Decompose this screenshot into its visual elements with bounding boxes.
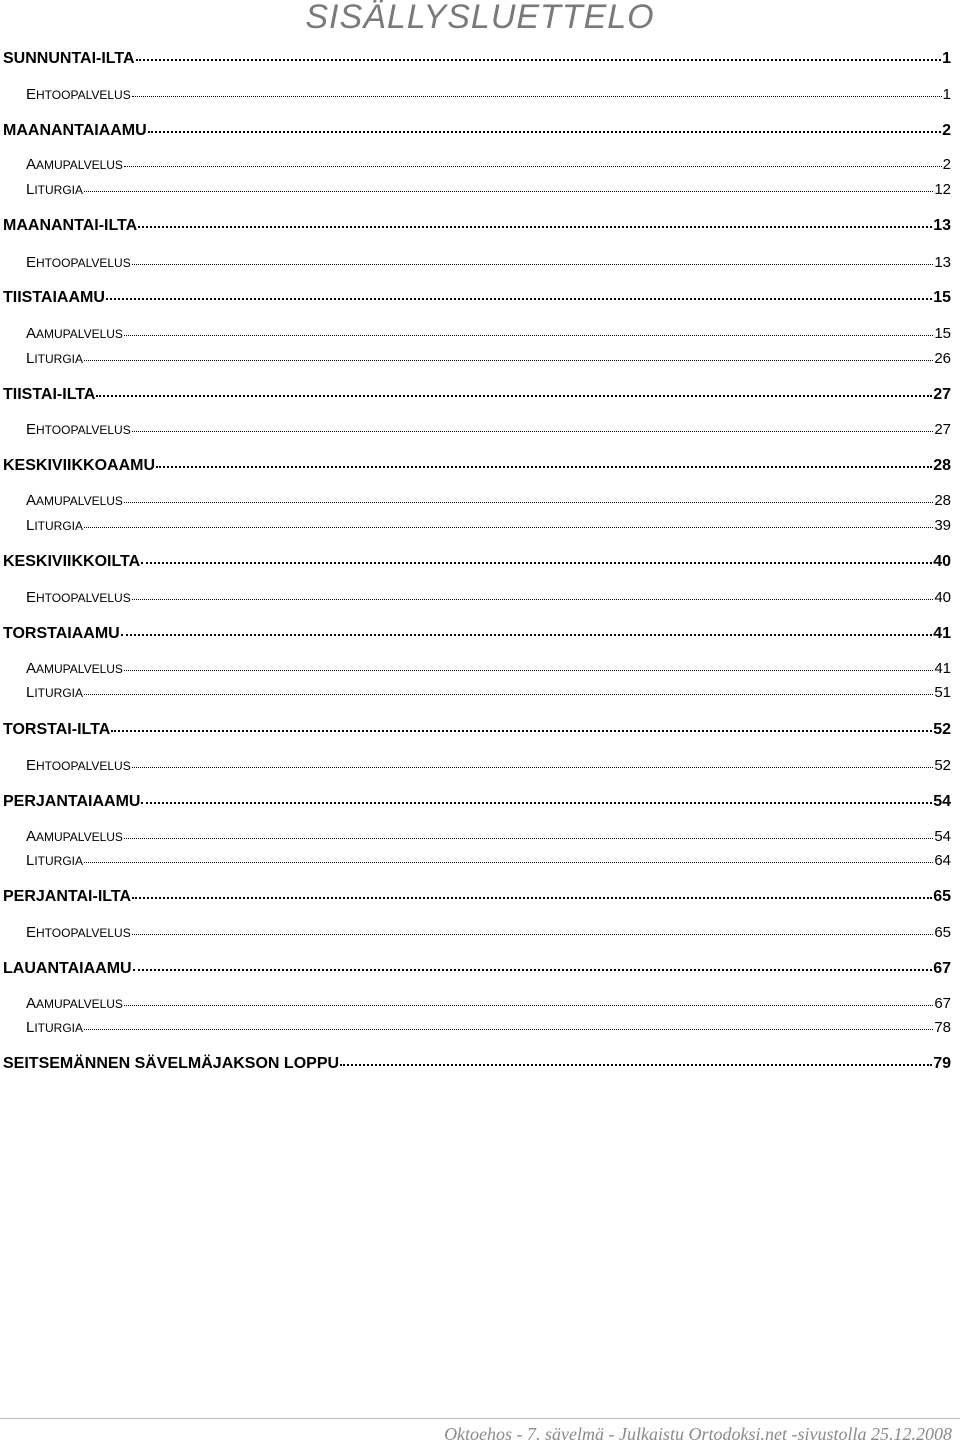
toc-page-number: 54	[934, 828, 951, 845]
toc-page-number: 40	[934, 589, 951, 606]
toc-leader-dots	[138, 225, 932, 228]
toc-leader-dots	[96, 394, 932, 397]
toc-page-number: 41	[933, 625, 951, 642]
toc-entry[interactable]	[0, 181, 951, 198]
toc-page-number: 52	[934, 757, 951, 774]
toc-page-number: 79	[933, 1055, 951, 1072]
toc-entry[interactable]	[0, 156, 951, 173]
toc-entry[interactable]	[0, 1055, 951, 1073]
toc-entry-label: EHTOOPALVELUS	[26, 421, 131, 438]
toc-entry[interactable]	[0, 721, 951, 739]
toc-page-number: 65	[934, 924, 951, 941]
toc-entry[interactable]	[0, 325, 951, 342]
toc-leader-dots	[124, 501, 933, 503]
toc-entry-label: AAMUPALVELUS	[26, 995, 123, 1012]
toc-entry-label: EHTOOPALVELUS	[26, 86, 131, 103]
toc-leader-dots	[84, 526, 933, 528]
toc-entry[interactable]	[0, 254, 951, 271]
toc-entry-label: LITURGIA	[26, 517, 84, 534]
toc-leader-dots	[132, 766, 934, 768]
toc-entry-label: MAANANTAIAAMU	[3, 122, 147, 139]
toc-page-number: 15	[933, 289, 951, 306]
toc-entry-label: AAMUPALVELUS	[26, 492, 123, 509]
toc-entry-label: PERJANTAI-ILTA	[3, 888, 131, 905]
toc-entry-label: EHTOOPALVELUS	[26, 589, 131, 606]
toc-entry[interactable]	[0, 50, 951, 68]
toc-entry-label: KESKIVIIKKOAAMU	[3, 457, 156, 474]
toc-page-number: 2	[942, 156, 951, 173]
toc-leader-dots	[132, 896, 932, 899]
toc-page-number: 26	[934, 350, 951, 367]
toc-page-number: 40	[933, 553, 951, 570]
toc-entry[interactable]	[0, 517, 951, 534]
toc-page-number: 65	[933, 888, 951, 905]
toc-leader-dots	[84, 359, 933, 361]
toc-entry[interactable]	[0, 960, 951, 978]
toc-entry[interactable]	[0, 660, 951, 677]
toc-entry[interactable]	[0, 924, 951, 941]
toc-entry[interactable]	[0, 684, 951, 701]
toc-page-number: 12	[934, 181, 951, 198]
toc-entry-label: AAMUPALVELUS	[26, 156, 123, 173]
toc-entry[interactable]	[0, 217, 951, 235]
toc-page-number: 13	[933, 217, 951, 234]
toc-entry[interactable]	[0, 86, 951, 103]
toc-leader-dots	[141, 561, 932, 564]
toc-page-number: 64	[934, 852, 951, 869]
toc-page-number: 15	[934, 325, 951, 342]
toc-entry[interactable]	[0, 386, 951, 404]
toc-entry[interactable]	[0, 589, 951, 606]
toc-page-number: 51	[934, 684, 951, 701]
toc-entry-label: LITURGIA	[26, 852, 84, 869]
toc-page-number: 67	[934, 995, 951, 1012]
toc-leader-dots	[136, 58, 942, 61]
toc-entry[interactable]	[0, 625, 951, 643]
toc-page-number: 28	[934, 492, 951, 509]
toc-leader-dots	[124, 165, 942, 167]
toc-entry[interactable]	[0, 852, 951, 869]
toc-leader-dots	[141, 801, 932, 804]
toc-entry-label: LITURGIA	[26, 350, 84, 367]
toc-leader-dots	[132, 598, 934, 600]
toc-entry[interactable]	[0, 995, 951, 1012]
toc-entry-label: LITURGIA	[26, 1019, 84, 1036]
toc-leader-dots	[111, 729, 932, 732]
toc-leader-dots	[124, 334, 933, 336]
toc-leader-dots	[340, 1063, 932, 1066]
toc-entry-label: TIISTAI-ILTA	[3, 386, 96, 403]
toc-leader-dots	[132, 430, 934, 432]
toc-entry[interactable]	[0, 492, 951, 509]
toc-entry[interactable]	[0, 828, 951, 845]
toc-leader-dots	[84, 861, 933, 863]
toc-entry-label: AAMUPALVELUS	[26, 660, 123, 677]
toc-entry[interactable]	[0, 421, 951, 438]
toc-page-number: 54	[933, 793, 951, 810]
toc-entry-label: MAANANTAI-ILTA	[3, 217, 138, 234]
page-footer: Oktoehos - 7. sävelmä - Julkaistu Ortodoksi.net -sivustolla 25.12.2008	[444, 1424, 952, 1444]
toc-entry-label: TIISTAIAAMU	[3, 289, 105, 306]
toc-entry-label: AAMUPALVELUS	[26, 828, 123, 845]
toc-leader-dots	[84, 1028, 933, 1030]
toc-leader-dots	[106, 297, 932, 300]
footer-divider	[0, 1418, 960, 1419]
toc-entry[interactable]	[0, 1019, 951, 1036]
toc-page-number: 1	[942, 50, 951, 67]
toc-entry-label: LITURGIA	[26, 684, 84, 701]
toc-entry-label: EHTOOPALVELUS	[26, 757, 131, 774]
toc-entry-label: SEITSEMÄNNEN SÄVELMÄJAKSON LOPPU	[3, 1055, 340, 1072]
toc-entry[interactable]	[0, 888, 951, 906]
toc-leader-dots	[84, 693, 933, 695]
toc-page-number: 2	[942, 122, 951, 139]
toc-page-number: 78	[934, 1019, 951, 1036]
toc-entry[interactable]	[0, 757, 951, 774]
page-title: SISÄLLYSLUETTELO	[305, 0, 655, 36]
toc-leader-dots	[133, 968, 933, 971]
toc-leader-dots	[124, 1004, 933, 1006]
toc-leader-dots	[124, 837, 933, 839]
toc-leader-dots	[124, 669, 933, 671]
toc-entry[interactable]	[0, 350, 951, 367]
toc-leader-dots	[132, 263, 934, 265]
toc-page-number: 27	[933, 386, 951, 403]
toc-page-number: 1	[942, 86, 951, 103]
toc-page-number: 41	[934, 660, 951, 677]
toc-entry[interactable]	[0, 793, 951, 811]
toc-entry-label: KESKIVIIKKOILTA	[3, 553, 141, 570]
toc-entry-label: EHTOOPALVELUS	[26, 924, 131, 941]
toc-leader-dots	[132, 933, 934, 935]
toc-page-number: 52	[933, 721, 951, 738]
toc-page-number: 28	[933, 457, 951, 474]
toc-leader-dots	[156, 465, 932, 468]
toc-entry-label: TORSTAI-ILTA	[3, 721, 111, 738]
toc-leader-dots	[121, 633, 932, 636]
toc-entry-label: LITURGIA	[26, 181, 84, 198]
toc-entry-label: TORSTAIAAMU	[3, 625, 120, 642]
toc-leader-dots	[84, 190, 933, 192]
toc-entry-label: LAUANTAIAAMU	[3, 960, 132, 977]
toc-entry-label: SUNNUNTAI-ILTA	[3, 50, 135, 67]
toc-entry[interactable]	[0, 457, 951, 475]
toc-entry[interactable]	[0, 553, 951, 571]
toc-entry-label: PERJANTAIAAMU	[3, 793, 141, 810]
toc-entry-label: AAMUPALVELUS	[26, 325, 123, 342]
toc-entry[interactable]	[0, 289, 951, 307]
toc-leader-dots	[132, 95, 942, 97]
toc-page-number: 13	[934, 254, 951, 271]
toc-page-number: 67	[933, 960, 951, 977]
toc-leader-dots	[148, 130, 941, 133]
toc-page-number: 27	[934, 421, 951, 438]
toc-entry-label: EHTOOPALVELUS	[26, 254, 131, 271]
toc-entry[interactable]	[0, 122, 951, 140]
toc-page-number: 39	[934, 517, 951, 534]
